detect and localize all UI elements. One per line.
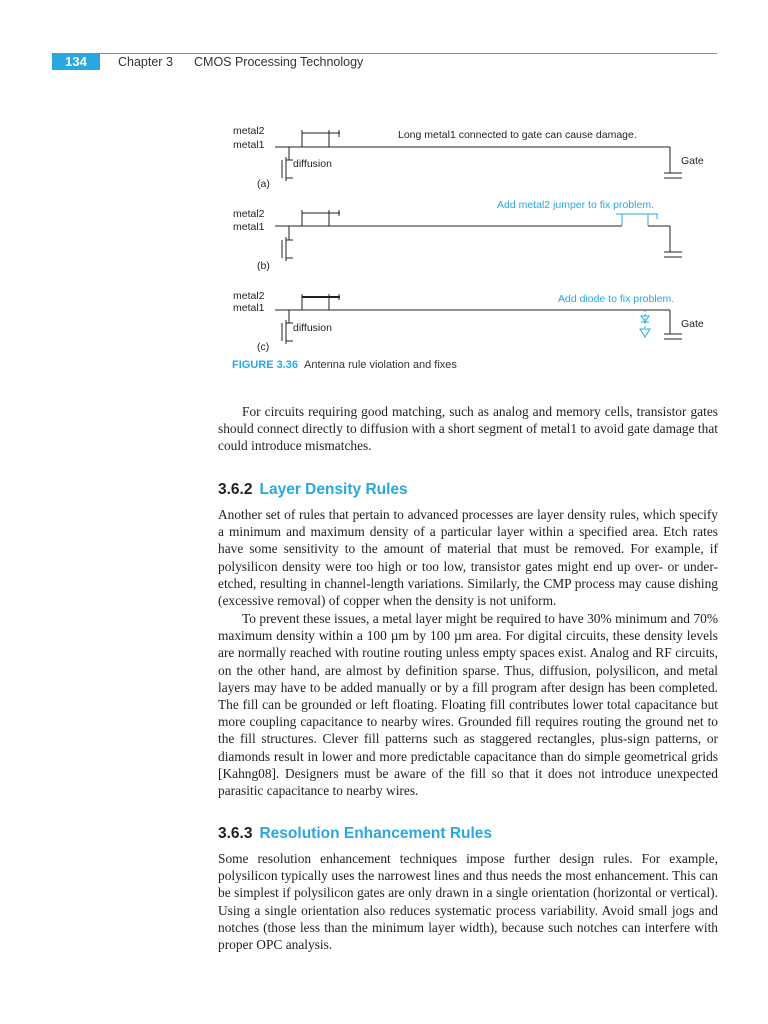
section-number: 3.6.2 bbox=[218, 481, 253, 498]
chapter-label: Chapter 3 bbox=[118, 55, 173, 69]
caption-text: Antenna rule violation and fixes bbox=[304, 359, 457, 371]
diffusion-label: diffusion bbox=[293, 322, 332, 334]
paragraph-resolution: Some resolution enhancement techniques impose further design rules. For example, polysilicon typically uses the narrowest lines and thus needs the most enhancement. This can be simplest if polysilicon gates are only drawn in a single orientation (horizontal or vertical). Using a single orientation also reduces systematic process variability. Avoid small jogs and notches (those less than the minimum layer width), because such notches can interfere with proper OPC analysis. bbox=[218, 851, 718, 953]
section-title: Layer Density Rules bbox=[259, 481, 408, 498]
section-title: Resolution Enhancement Rules bbox=[259, 825, 493, 842]
metal1-label: metal1 bbox=[233, 139, 265, 151]
caption-label: FIGURE 3.36 bbox=[232, 359, 299, 371]
diffusion-label: diffusion bbox=[293, 158, 332, 170]
paragraph-density-detail: To prevent these issues, a metal layer might be required to have 30% minimum and 70% maximum density within a 100 µm by 100 µm area. For digital circuits, these density levels are normally reached with routine routing unless empty spaces exist. Analog and RF circuits, on the other hand, are almost by definition sparse. Thus, diffusion, polysilicon, and metal layers may have to be added manually or by a fill program after design has been completed. The fill can be grounded or left floating. Floating fill contributes lower total capacitance but more coupling capacitance to nearby wires. Grounded fill requires routing the ground net to the fill structures. Clever fill patterns such as staggered rectangles, plus-sign patterns, or diamonds result in lower and more predictable capacitance than do simple geometrical grids [Kahng08]. Designers must be aware of the fill so that it does not introduce unexpected parasitic capacitance to nearby wires. bbox=[218, 611, 718, 799]
panel-label: (b) bbox=[257, 260, 270, 272]
panel-note: Add metal2 jumper to fix problem. bbox=[497, 199, 654, 211]
panel-label: (a) bbox=[257, 178, 270, 190]
metal1-label: metal1 bbox=[233, 302, 265, 314]
metal2-label: metal2 bbox=[233, 208, 265, 220]
panel-note: Add diode to fix problem. bbox=[558, 293, 675, 305]
panel-note: Long metal1 connected to gate can cause damage. bbox=[398, 129, 637, 141]
panel-label: (c) bbox=[257, 341, 270, 353]
metal2-label: metal2 bbox=[233, 290, 265, 302]
paragraph-matching: For circuits requiring good matching, such as analog and memory cells, transistor gates should connect directly to diffusion with a short segment of metal1 to avoid gate damage that could introduce mismatches. bbox=[218, 404, 718, 454]
gate-label: Gate bbox=[681, 155, 704, 167]
paragraph-density-intro: Another set of rules that pertain to advanced processes are layer density rules, which specify a minimum and maximum density of a particular layer within a specified area. Etch rates have some sensitivity to the amount of material that must be removed. For example, if polysilicon density were too high or too low, transistor gates might end up over- or under-etched, resulting in channel-length variations. Similarly, the CMP process may cause dishing (excessive removal) of copper when the density is not uniform. bbox=[218, 507, 718, 609]
page-number: 134 bbox=[52, 53, 100, 70]
metal2-label: metal2 bbox=[233, 125, 265, 137]
gate-label: Gate bbox=[681, 318, 704, 330]
figure-caption bbox=[232, 359, 457, 371]
section-heading-resolution bbox=[218, 825, 492, 843]
panel-b bbox=[275, 210, 682, 261]
section-number: 3.6.3 bbox=[218, 825, 253, 842]
chapter-title: CMOS Processing Technology bbox=[194, 55, 364, 69]
header-rule bbox=[52, 53, 717, 54]
antenna-figure bbox=[0, 115, 768, 360]
metal2-jumper bbox=[616, 214, 658, 226]
metal1-label: metal1 bbox=[233, 221, 265, 233]
diode-symbol bbox=[640, 310, 650, 337]
section-heading-density bbox=[218, 481, 408, 499]
